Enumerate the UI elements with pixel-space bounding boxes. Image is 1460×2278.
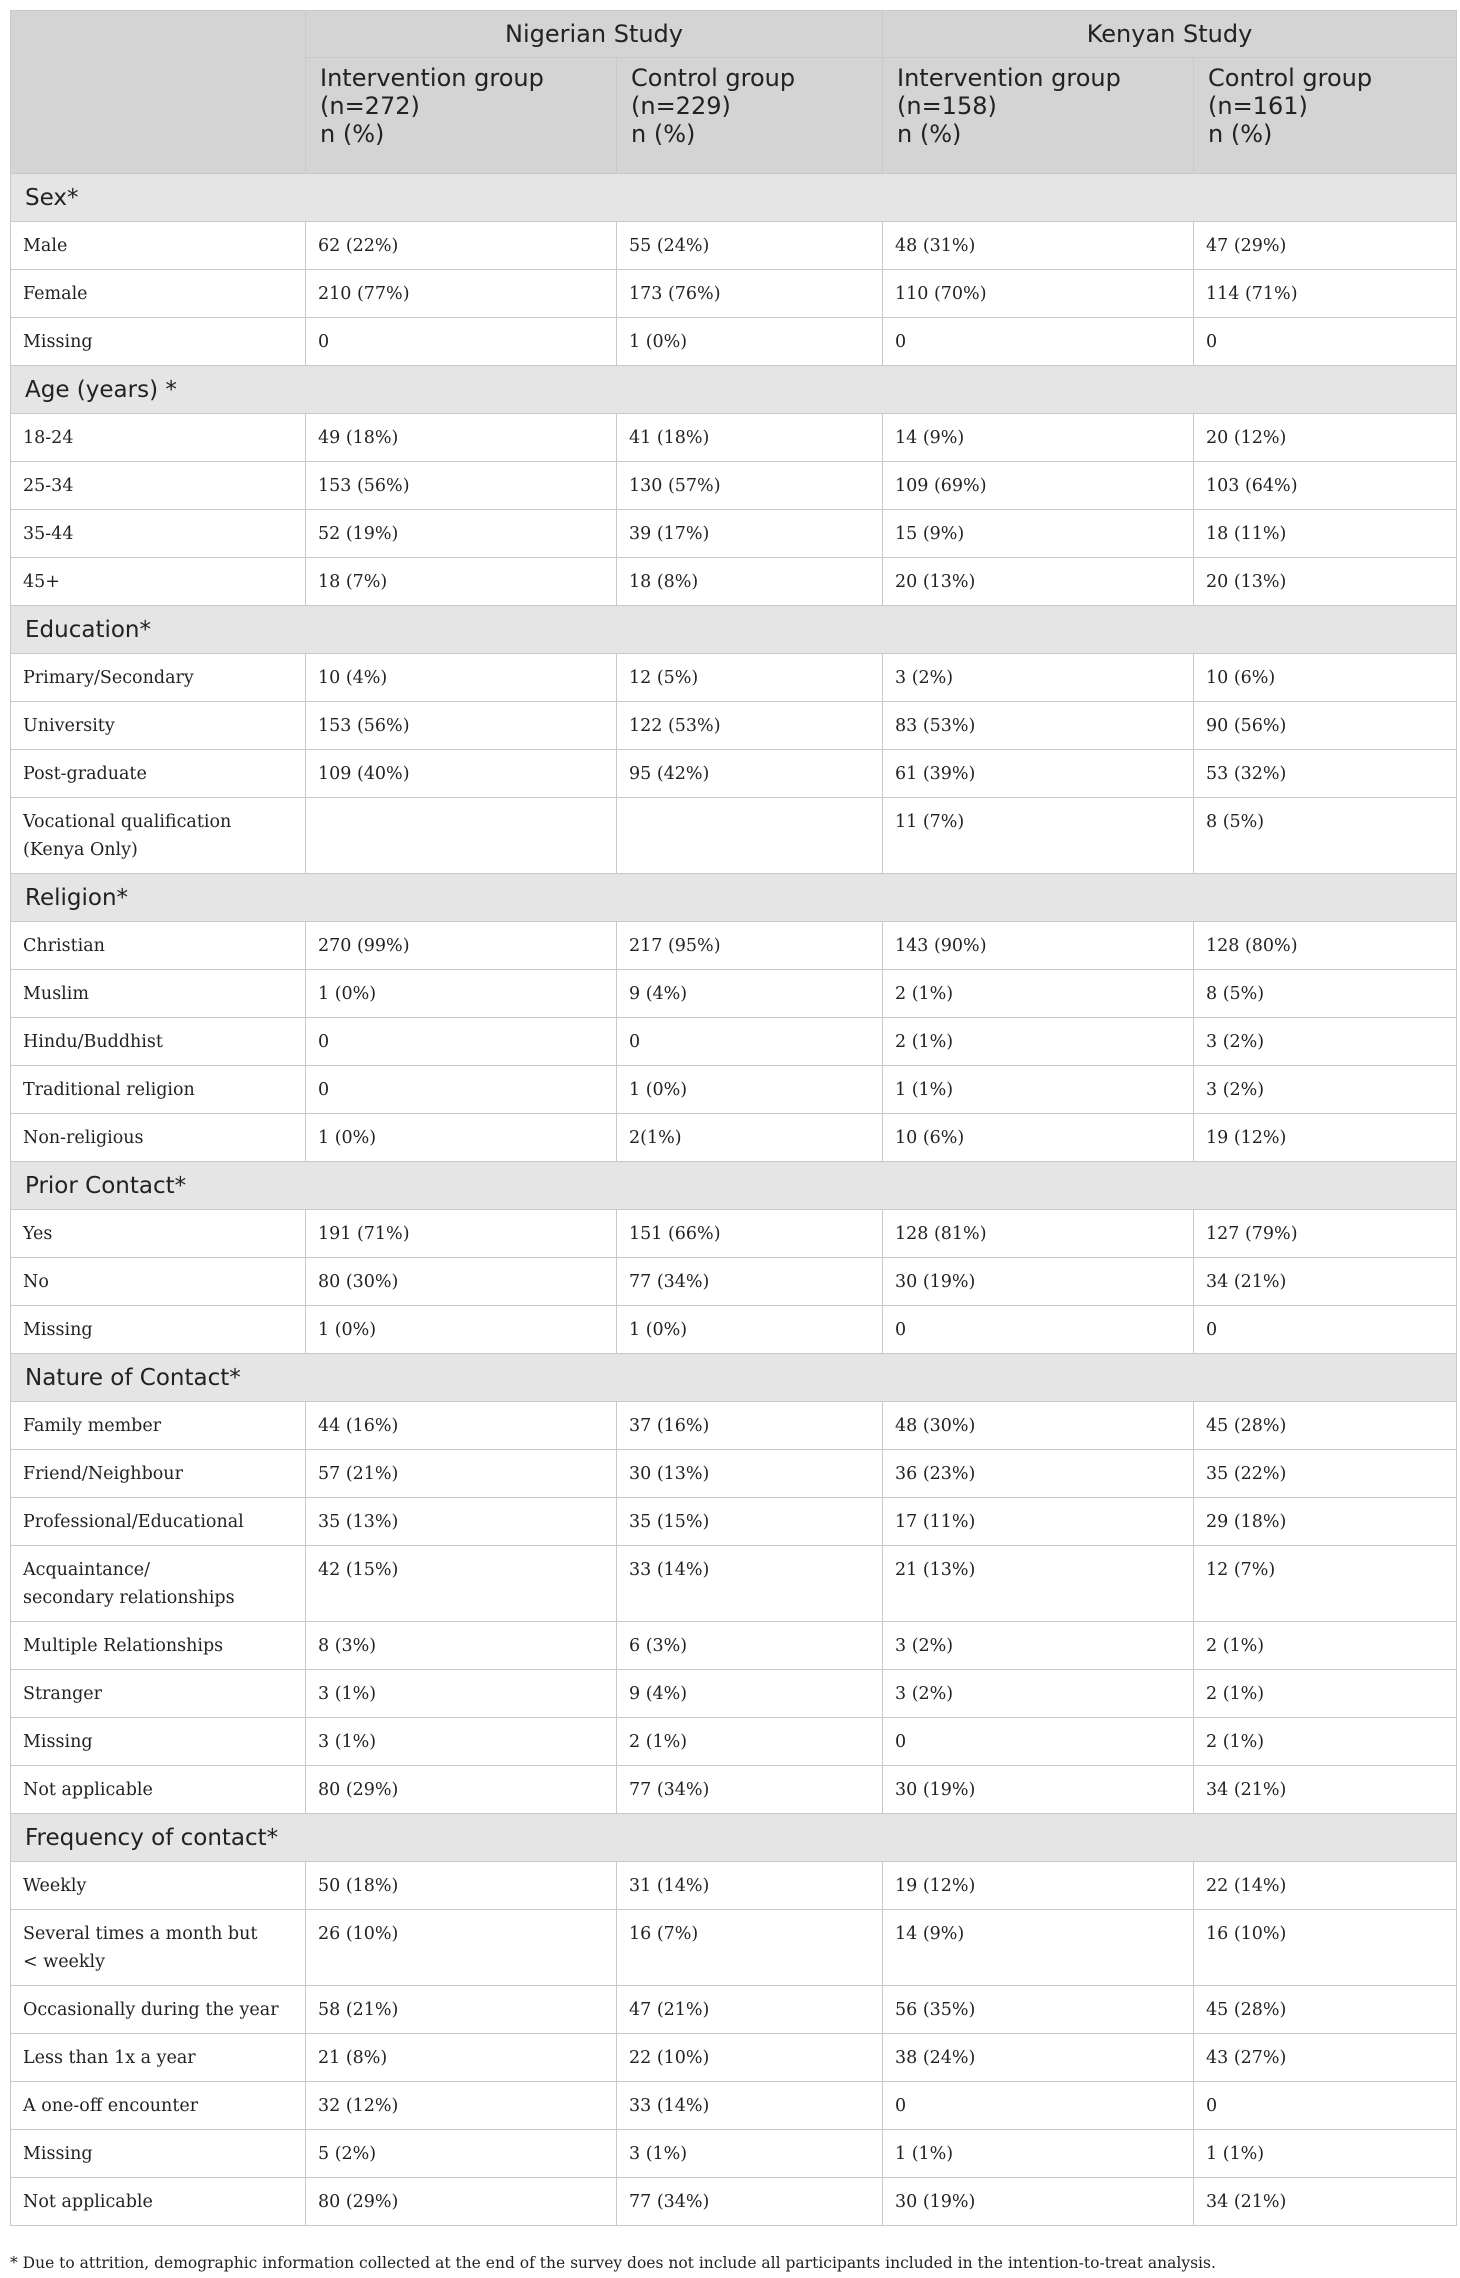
table-cell: 45 (28%) — [1194, 1402, 1457, 1450]
row-label-line: (Kenya Only) — [23, 840, 138, 860]
row-label-line: Christian — [23, 936, 105, 956]
section-row — [11, 174, 1457, 222]
table-cell: 52 (19%) — [306, 510, 617, 558]
row-label-line: Several times a month but — [23, 1924, 258, 1944]
table-cell: 11 (7%) — [883, 798, 1194, 874]
column-header-unit: n (%) — [1208, 120, 1273, 148]
section-row — [11, 366, 1457, 414]
table-cell: 3 (2%) — [1194, 1018, 1457, 1066]
row-label — [11, 1766, 306, 1814]
row-label-line: Not applicable — [23, 1780, 153, 1800]
table-row — [11, 1718, 1457, 1766]
row-label-line: Traditional religion — [23, 1080, 195, 1100]
table-cell: 42 (15%) — [306, 1546, 617, 1622]
table-cell: 10 (6%) — [1194, 654, 1457, 702]
table-row — [11, 270, 1457, 318]
table-cell: 0 — [1194, 1306, 1457, 1354]
table-cell: 80 (29%) — [306, 1766, 617, 1814]
table-cell: 128 (80%) — [1194, 922, 1457, 970]
table-cell: 53 (32%) — [1194, 750, 1457, 798]
table-cell: 38 (24%) — [883, 2034, 1194, 2082]
row-label-line: 45+ — [23, 572, 60, 592]
table-cell: 43 (27%) — [1194, 2034, 1457, 2082]
table-cell: 62 (22%) — [306, 222, 617, 270]
row-label-line: 35-44 — [23, 524, 74, 544]
row-label — [11, 798, 306, 874]
table-cell: 77 (34%) — [617, 1766, 883, 1814]
table-cell: 44 (16%) — [306, 1402, 617, 1450]
table-cell: 109 (40%) — [306, 750, 617, 798]
column-header — [306, 58, 617, 174]
row-label — [11, 2178, 306, 2226]
table-cell: 31 (14%) — [617, 1862, 883, 1910]
table-row — [11, 1910, 1457, 1986]
row-label — [11, 1018, 306, 1066]
table-cell: 1 (0%) — [306, 1306, 617, 1354]
column-header-unit: n (%) — [320, 120, 385, 148]
table-row — [11, 1066, 1457, 1114]
row-label — [11, 318, 306, 366]
row-label — [11, 922, 306, 970]
table-cell: 34 (21%) — [1194, 1766, 1457, 1814]
table-cell: 39 (17%) — [617, 510, 883, 558]
table-cell: 58 (21%) — [306, 1986, 617, 2034]
table-cell: 30 (13%) — [617, 1450, 883, 1498]
table-cell: 80 (29%) — [306, 2178, 617, 2226]
table-cell: 1 (0%) — [617, 318, 883, 366]
table-cell: 14 (9%) — [883, 1910, 1194, 1986]
table-cell: 50 (18%) — [306, 1862, 617, 1910]
table-row — [11, 1210, 1457, 1258]
table-cell: 3 (1%) — [617, 2130, 883, 2178]
table-row — [11, 1546, 1457, 1622]
column-header-unit: n (%) — [897, 120, 962, 148]
table-cell: 35 (13%) — [306, 1498, 617, 1546]
row-label-line: A one-off encounter — [23, 2096, 199, 2116]
row-label — [11, 270, 306, 318]
row-label-line: Male — [23, 236, 68, 256]
row-label-line: Stranger — [23, 1684, 103, 1704]
table-cell: 110 (70%) — [883, 270, 1194, 318]
table-cell: 19 (12%) — [883, 1862, 1194, 1910]
column-header-n: (n=158) — [897, 92, 997, 120]
table-cell: 114 (71%) — [1194, 270, 1457, 318]
table-cell: 2 (1%) — [1194, 1670, 1457, 1718]
table-row — [11, 558, 1457, 606]
table-cell: 37 (16%) — [617, 1402, 883, 1450]
row-label-line: Primary/Secondary — [23, 668, 194, 688]
table-row — [11, 510, 1457, 558]
table-cell: 20 (13%) — [1194, 558, 1457, 606]
table-cell: 12 (7%) — [1194, 1546, 1457, 1622]
table-cell: 22 (10%) — [617, 2034, 883, 2082]
table-cell: 16 (10%) — [1194, 1910, 1457, 1986]
table-cell: 103 (64%) — [1194, 462, 1457, 510]
table-cell: 130 (57%) — [617, 462, 883, 510]
table-row — [11, 1670, 1457, 1718]
table-cell: 20 (13%) — [883, 558, 1194, 606]
table-row — [11, 1498, 1457, 1546]
table-cell: 143 (90%) — [883, 922, 1194, 970]
row-label-line: Missing — [23, 332, 93, 352]
column-header-n: (n=229) — [631, 92, 731, 120]
row-label — [11, 1498, 306, 1546]
table-cell: 0 — [883, 2082, 1194, 2130]
table-cell: 77 (34%) — [617, 2178, 883, 2226]
row-label — [11, 1986, 306, 2034]
table-cell: 3 (1%) — [306, 1670, 617, 1718]
row-label-line: Less than 1x a year — [23, 2048, 196, 2068]
row-label-line: secondary relationships — [23, 1588, 235, 1608]
table-cell: 2 (1%) — [617, 1718, 883, 1766]
table-cell: 56 (35%) — [883, 1986, 1194, 2034]
row-label-line: Multiple Relationships — [23, 1636, 224, 1656]
table-cell: 210 (77%) — [306, 270, 617, 318]
table-row — [11, 2034, 1457, 2082]
table-cell: 151 (66%) — [617, 1210, 883, 1258]
column-header — [617, 58, 883, 174]
row-label-line: Occasionally during the year — [23, 2000, 279, 2020]
table-cell: 33 (14%) — [617, 1546, 883, 1622]
row-label-line: Weekly — [23, 1876, 87, 1896]
section-row — [11, 1814, 1457, 1862]
section-title: Prior Contact* — [11, 1162, 1457, 1210]
table-cell: 30 (19%) — [883, 2178, 1194, 2226]
table-cell: 217 (95%) — [617, 922, 883, 970]
table-cell: 10 (6%) — [883, 1114, 1194, 1162]
column-header-group: Intervention group — [897, 64, 1121, 92]
table-row — [11, 1306, 1457, 1354]
column-header-unit: n (%) — [631, 120, 696, 148]
table-cell: 48 (30%) — [883, 1402, 1194, 1450]
table-row — [11, 922, 1457, 970]
table-cell: 2 (1%) — [883, 1018, 1194, 1066]
row-label — [11, 1114, 306, 1162]
table-cell: 173 (76%) — [617, 270, 883, 318]
table-cell — [617, 798, 883, 874]
table-cell: 14 (9%) — [883, 414, 1194, 462]
table-row — [11, 1402, 1457, 1450]
table-cell: 3 (2%) — [883, 1670, 1194, 1718]
row-label — [11, 2034, 306, 2082]
table-cell: 8 (5%) — [1194, 970, 1457, 1018]
table-cell: 0 — [306, 1018, 617, 1066]
table-cell: 0 — [883, 318, 1194, 366]
row-label-line: 25-34 — [23, 476, 74, 496]
table-cell: 47 (29%) — [1194, 222, 1457, 270]
row-label — [11, 1670, 306, 1718]
row-label-line: Missing — [23, 2144, 93, 2164]
table-cell: 20 (12%) — [1194, 414, 1457, 462]
table-cell: 0 — [883, 1306, 1194, 1354]
table-cell: 21 (8%) — [306, 2034, 617, 2082]
table-cell: 16 (7%) — [617, 1910, 883, 1986]
table-cell: 29 (18%) — [1194, 1498, 1457, 1546]
row-label — [11, 1258, 306, 1306]
table-row — [11, 750, 1457, 798]
table-cell: 45 (28%) — [1194, 1986, 1457, 2034]
column-header — [883, 58, 1194, 174]
row-label-line: Acquaintance/ — [23, 1560, 151, 1580]
row-label — [11, 1910, 306, 1986]
row-label-line: Yes — [23, 1224, 53, 1244]
table-cell: 109 (69%) — [883, 462, 1194, 510]
table-cell: 1 (1%) — [883, 1066, 1194, 1114]
table-cell: 153 (56%) — [306, 702, 617, 750]
column-header-group: Intervention group — [320, 64, 544, 92]
column-header-n: (n=161) — [1208, 92, 1308, 120]
table-cell: 15 (9%) — [883, 510, 1194, 558]
section-row — [11, 1354, 1457, 1402]
table-cell: 95 (42%) — [617, 750, 883, 798]
table-row — [11, 318, 1457, 366]
table-row — [11, 1986, 1457, 2034]
table-row — [11, 702, 1457, 750]
row-label — [11, 222, 306, 270]
table-row — [11, 2130, 1457, 2178]
row-label-line: University — [23, 716, 115, 736]
table-cell: 35 (22%) — [1194, 1450, 1457, 1498]
table-cell: 77 (34%) — [617, 1258, 883, 1306]
table-row — [11, 1258, 1457, 1306]
table-cell: 2 (1%) — [1194, 1718, 1457, 1766]
table-cell: 9 (4%) — [617, 970, 883, 1018]
table-cell — [306, 798, 617, 874]
table-cell: 1 (1%) — [1194, 2130, 1457, 2178]
table-cell: 34 (21%) — [1194, 2178, 1457, 2226]
table-cell: 35 (15%) — [617, 1498, 883, 1546]
row-label — [11, 2130, 306, 2178]
row-label — [11, 702, 306, 750]
section-title: Nature of Contact* — [11, 1354, 1457, 1402]
section-row — [11, 606, 1457, 654]
table-cell: 49 (18%) — [306, 414, 617, 462]
table-cell: 3 (2%) — [1194, 1066, 1457, 1114]
column-header — [1194, 58, 1457, 174]
row-label-line: Non-religious — [23, 1128, 144, 1148]
table-cell: 8 (5%) — [1194, 798, 1457, 874]
table-cell: 1 (0%) — [617, 1306, 883, 1354]
table-cell: 0 — [617, 1018, 883, 1066]
table-cell: 80 (30%) — [306, 1258, 617, 1306]
table-cell: 22 (14%) — [1194, 1862, 1457, 1910]
row-label-line: 18-24 — [23, 428, 74, 448]
demographics-table — [10, 10, 1457, 2226]
row-label — [11, 1306, 306, 1354]
row-label — [11, 654, 306, 702]
table-cell: 9 (4%) — [617, 1670, 883, 1718]
table-cell: 0 — [1194, 318, 1457, 366]
table-cell: 0 — [306, 1066, 617, 1114]
table-cell: 1 (0%) — [306, 1114, 617, 1162]
table-row — [11, 970, 1457, 1018]
table-cell: 19 (12%) — [1194, 1114, 1457, 1162]
table-cell: 30 (19%) — [883, 1766, 1194, 1814]
table-cell: 83 (53%) — [883, 702, 1194, 750]
row-label — [11, 558, 306, 606]
table-row — [11, 1114, 1457, 1162]
table-row — [11, 1018, 1457, 1066]
table-body — [11, 174, 1457, 2226]
table-cell: 128 (81%) — [883, 1210, 1194, 1258]
row-label-line: Hindu/Buddhist — [23, 1032, 163, 1052]
table-cell: 18 (11%) — [1194, 510, 1457, 558]
table-cell: 18 (7%) — [306, 558, 617, 606]
table-cell: 26 (10%) — [306, 1910, 617, 1986]
table-cell: 127 (79%) — [1194, 1210, 1457, 1258]
table-cell: 3 (2%) — [883, 1622, 1194, 1670]
table-row — [11, 1862, 1457, 1910]
table-cell: 32 (12%) — [306, 2082, 617, 2130]
table-cell: 122 (53%) — [617, 702, 883, 750]
section-title: Sex* — [11, 174, 1457, 222]
row-label — [11, 1546, 306, 1622]
row-label — [11, 1210, 306, 1258]
table-cell: 5 (2%) — [306, 2130, 617, 2178]
table-cell: 36 (23%) — [883, 1450, 1194, 1498]
section-row — [11, 1162, 1457, 1210]
section-title: Age (years) * — [11, 366, 1457, 414]
table-cell: 30 (19%) — [883, 1258, 1194, 1306]
table-cell: 90 (56%) — [1194, 702, 1457, 750]
row-label-line: Vocational qualification — [23, 812, 232, 832]
row-label-line: Post-graduate — [23, 764, 147, 784]
row-label — [11, 1862, 306, 1910]
row-label — [11, 510, 306, 558]
table-cell: 57 (21%) — [306, 1450, 617, 1498]
row-label — [11, 750, 306, 798]
table-cell: 6 (3%) — [617, 1622, 883, 1670]
table-row — [11, 798, 1457, 874]
table-cell: 191 (71%) — [306, 1210, 617, 1258]
section-row — [11, 874, 1457, 922]
row-label-line: Female — [23, 284, 88, 304]
row-label-line: Missing — [23, 1320, 93, 1340]
table-cell: 1 (1%) — [883, 2130, 1194, 2178]
row-label — [11, 414, 306, 462]
table-cell: 61 (39%) — [883, 750, 1194, 798]
row-label-line: Friend/Neighbour — [23, 1464, 183, 1484]
table-cell: 3 (2%) — [883, 654, 1194, 702]
table-cell: 48 (31%) — [883, 222, 1194, 270]
row-label-line: No — [23, 1272, 49, 1292]
section-title: Frequency of contact* — [11, 1814, 1457, 1862]
table-row — [11, 1766, 1457, 1814]
table-cell: 1 (0%) — [617, 1066, 883, 1114]
table-cell: 55 (24%) — [617, 222, 883, 270]
table-cell: 12 (5%) — [617, 654, 883, 702]
table-cell: 1 (0%) — [306, 970, 617, 1018]
column-header-group: Control group — [1208, 64, 1373, 92]
column-header-n: (n=272) — [320, 92, 420, 120]
table-cell: 2(1%) — [617, 1114, 883, 1162]
footnote: * Due to attrition, demographic information collected at the end of the survey does not include all participants included in the intention-to-treat analysis. — [10, 2254, 1216, 2272]
table-cell: 0 — [306, 318, 617, 366]
row-label — [11, 1718, 306, 1766]
table-cell: 2 (1%) — [1194, 1622, 1457, 1670]
row-label-line: Muslim — [23, 984, 89, 1004]
table-row — [11, 2082, 1457, 2130]
row-label — [11, 2082, 306, 2130]
column-header-group: Control group — [631, 64, 796, 92]
table-row — [11, 462, 1457, 510]
table-cell: 0 — [1194, 2082, 1457, 2130]
row-label — [11, 1622, 306, 1670]
study-header-kenya: Kenyan Study — [883, 11, 1457, 58]
table-cell: 8 (3%) — [306, 1622, 617, 1670]
row-label-line: Missing — [23, 1732, 93, 1752]
demographics-table-container — [10, 10, 1456, 2226]
table-cell: 2 (1%) — [883, 970, 1194, 1018]
table-row — [11, 414, 1457, 462]
section-title: Education* — [11, 606, 1457, 654]
row-label-line: Family member — [23, 1416, 162, 1436]
table-cell: 33 (14%) — [617, 2082, 883, 2130]
row-label — [11, 1066, 306, 1114]
table-cell: 3 (1%) — [306, 1718, 617, 1766]
table-cell: 10 (4%) — [306, 654, 617, 702]
table-cell: 34 (21%) — [1194, 1258, 1457, 1306]
study-header-nigeria: Nigerian Study — [306, 11, 883, 58]
row-label — [11, 970, 306, 1018]
row-label-line: Professional/Educational — [23, 1512, 244, 1532]
table-cell: 18 (8%) — [617, 558, 883, 606]
table-row — [11, 2178, 1457, 2226]
row-label-line: Not applicable — [23, 2192, 153, 2212]
row-label — [11, 462, 306, 510]
row-label — [11, 1402, 306, 1450]
table-cell: 17 (11%) — [883, 1498, 1194, 1546]
table-cell: 21 (13%) — [883, 1546, 1194, 1622]
table-cell: 270 (99%) — [306, 922, 617, 970]
table-row — [11, 1450, 1457, 1498]
table-cell: 0 — [883, 1718, 1194, 1766]
table-cell: 153 (56%) — [306, 462, 617, 510]
section-title: Religion* — [11, 874, 1457, 922]
header-blank-cell — [11, 11, 306, 174]
table-cell: 41 (18%) — [617, 414, 883, 462]
table-row — [11, 222, 1457, 270]
row-label-line: < weekly — [23, 1952, 106, 1972]
table-row — [11, 1622, 1457, 1670]
table-row — [11, 654, 1457, 702]
row-label — [11, 1450, 306, 1498]
table-cell: 47 (21%) — [617, 1986, 883, 2034]
